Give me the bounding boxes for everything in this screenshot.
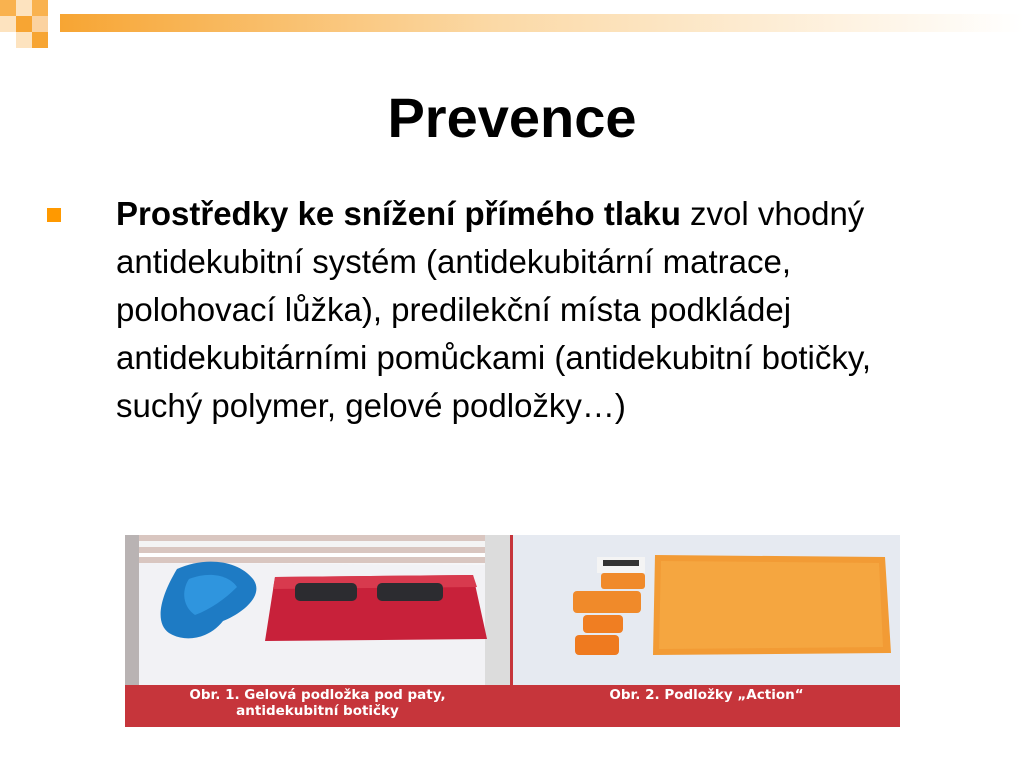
deco-square <box>32 0 48 16</box>
bed-gel-pad-image <box>125 535 510 685</box>
deco-square <box>16 16 32 32</box>
deco-square <box>32 16 48 32</box>
photo-panel-left <box>125 535 510 685</box>
bullet-marker <box>47 208 61 222</box>
caption-left-line1: Obr. 1. Gelová podložka pod paty, <box>189 687 446 703</box>
caption-left <box>125 687 510 719</box>
action-pads-image <box>513 535 900 685</box>
deco-square <box>0 0 16 16</box>
deco-square <box>32 32 48 48</box>
bullet-text <box>116 190 936 430</box>
caption-left-line2: antidekubitní botičky <box>236 703 399 719</box>
top-decoration <box>0 0 1024 50</box>
deco-square <box>0 16 16 32</box>
bullet-plain-text: zvol vhodný antidekubitní systém (antidekubitární matrace, polohovací lůžka), predilekční místa podkládej antidekubitárními pomůckami (antidekubitní botičky, suchý polymer, gelové podložky…) <box>116 195 872 424</box>
photo-panel-right <box>513 535 900 685</box>
deco-square <box>16 32 32 48</box>
caption-right: Obr. 2. Podložky „Action“ <box>609 687 804 703</box>
deco-square <box>16 0 32 16</box>
bullet-bold-text: Prostředky ke snížení přímého tlaku <box>116 195 681 232</box>
slide-title: Prevence <box>387 86 637 149</box>
illustration-photo <box>125 535 900 727</box>
top-gradient-bar <box>0 0 1024 50</box>
